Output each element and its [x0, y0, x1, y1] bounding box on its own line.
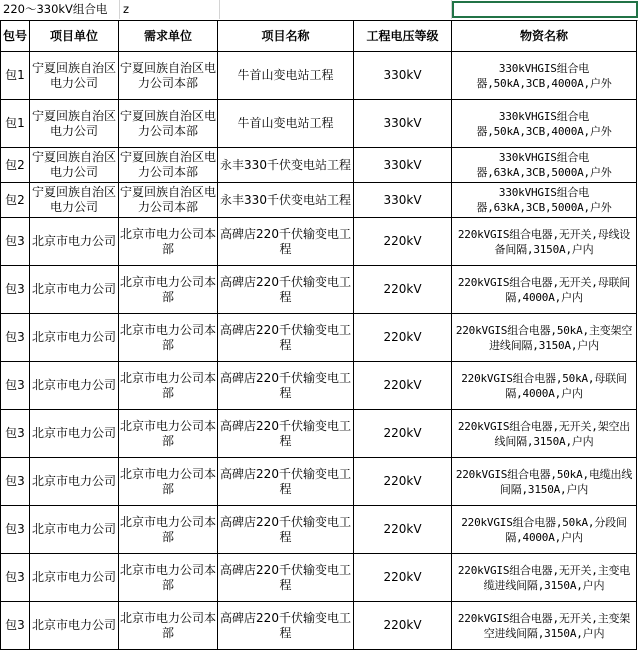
header-material-name[interactable]: 物资名称: [452, 21, 637, 52]
cell-package-no[interactable]: 包3: [1, 410, 30, 458]
cell-material-name[interactable]: 220kVGIS组合电器,无开关,主变架空进线间隔,3150A,户内: [452, 602, 637, 650]
cell-demand-unit[interactable]: 北京市电力公司本部: [119, 362, 218, 410]
cell-material-name[interactable]: 330kVHGIS组合电器,50kA,3CB,4000A,户外: [452, 100, 637, 148]
table-row: [1, 554, 637, 602]
materials-table: [0, 20, 637, 650]
cell-material-name[interactable]: 220kVGIS组合电器,50kA,电缆出线间隔,3150A,户内: [452, 458, 637, 506]
table-row: [1, 362, 637, 410]
cell-project-name[interactable]: 牛首山变电站工程: [218, 52, 354, 100]
cell-package-no[interactable]: 包3: [1, 266, 30, 314]
cell-project-unit[interactable]: 宁夏回族自治区电力公司: [30, 100, 119, 148]
cell-voltage-level[interactable]: 220kV: [354, 218, 452, 266]
formula-bar: [0, 0, 638, 21]
cell-material-name[interactable]: 220kVGIS组合电器,无开关,母线设备间隔,3150A,户内: [452, 218, 637, 266]
cell-demand-unit[interactable]: 北京市电力公司本部: [119, 602, 218, 650]
cell-project-unit[interactable]: 北京市电力公司: [30, 218, 119, 266]
cell-voltage-level[interactable]: 220kV: [354, 362, 452, 410]
cell-project-name[interactable]: 高碑店220千伏输变电工程: [218, 314, 354, 362]
cell-project-name[interactable]: 高碑店220千伏输变电工程: [218, 362, 354, 410]
cell-voltage-level[interactable]: 220kV: [354, 602, 452, 650]
cell-demand-unit[interactable]: 宁夏回族自治区电力公司本部: [119, 148, 218, 183]
cell-demand-unit[interactable]: 北京市电力公司本部: [119, 458, 218, 506]
cell-project-name[interactable]: 永丰330千伏变电站工程: [218, 183, 354, 218]
cell-demand-unit[interactable]: 北京市电力公司本部: [119, 266, 218, 314]
cell-project-unit[interactable]: 北京市电力公司: [30, 602, 119, 650]
cell-material-name[interactable]: 220kVGIS组合电器,50kA,母联间隔,4000A,户内: [452, 362, 637, 410]
cell-b[interactable]: z: [120, 0, 220, 19]
header-row: [1, 21, 637, 52]
cell-package-no[interactable]: 包3: [1, 506, 30, 554]
cell-package-no[interactable]: 包2: [1, 148, 30, 183]
cell-project-unit[interactable]: 北京市电力公司: [30, 458, 119, 506]
cell-project-unit[interactable]: 北京市电力公司: [30, 506, 119, 554]
table-row: [1, 410, 637, 458]
table-row: [1, 100, 637, 148]
cell-project-name[interactable]: 高碑店220千伏输变电工程: [218, 506, 354, 554]
table-row: [1, 314, 637, 362]
header-voltage-level[interactable]: 工程电压等级: [354, 21, 452, 52]
cell-material-name[interactable]: 330kVHGIS组合电器,50kA,3CB,4000A,户外: [452, 52, 637, 100]
cell-package-no[interactable]: 包3: [1, 218, 30, 266]
cell-package-no[interactable]: 包1: [1, 52, 30, 100]
cell-project-unit[interactable]: 北京市电力公司: [30, 266, 119, 314]
table-row: [1, 52, 637, 100]
table-row: [1, 602, 637, 650]
cell-demand-unit[interactable]: 北京市电力公司本部: [119, 314, 218, 362]
cell-voltage-level[interactable]: 220kV: [354, 554, 452, 602]
cell-material-name[interactable]: 220kVGIS组合电器,无开关,架空出线间隔,3150A,户内: [452, 410, 637, 458]
cell-material-name[interactable]: 330kVHGIS组合电器,63kA,3CB,5000A,户外: [452, 148, 637, 183]
cell-project-name[interactable]: 牛首山变电站工程: [218, 100, 354, 148]
cell-project-name[interactable]: 高碑店220千伏输变电工程: [218, 266, 354, 314]
cell-voltage-level[interactable]: 220kV: [354, 506, 452, 554]
cell-project-unit[interactable]: 北京市电力公司: [30, 314, 119, 362]
cell-package-no[interactable]: 包3: [1, 458, 30, 506]
cell-project-name[interactable]: 高碑店220千伏输变电工程: [218, 458, 354, 506]
header-project-name[interactable]: 项目名称: [218, 21, 354, 52]
table-row: [1, 148, 637, 183]
table-row: [1, 458, 637, 506]
cell-project-name[interactable]: 高碑店220千伏输变电工程: [218, 554, 354, 602]
cell-voltage-level[interactable]: 330kV: [354, 52, 452, 100]
cell-demand-unit[interactable]: 宁夏回族自治区电力公司本部: [119, 52, 218, 100]
name-cell[interactable]: 220～330kV组合电: [0, 0, 120, 19]
cell-material-name[interactable]: 220kVGIS组合电器,50kA,分段间隔,4000A,户内: [452, 506, 637, 554]
cell-material-name[interactable]: 220kVGIS组合电器,无开关,主变电缆进线间隔,3150A,户内: [452, 554, 637, 602]
cell-project-unit[interactable]: 宁夏回族自治区电力公司: [30, 148, 119, 183]
table-row: [1, 506, 637, 554]
cell-project-unit[interactable]: 宁夏回族自治区电力公司: [30, 183, 119, 218]
cell-material-name[interactable]: 330kVHGIS组合电器,63kA,3CB,5000A,户外: [452, 183, 637, 218]
table-row: [1, 183, 637, 218]
cell-voltage-level[interactable]: 330kV: [354, 148, 452, 183]
header-package-no[interactable]: 包号: [1, 21, 30, 52]
cell-voltage-level[interactable]: 220kV: [354, 266, 452, 314]
cell-project-name[interactable]: 高碑店220千伏输变电工程: [218, 410, 354, 458]
cell-package-no[interactable]: 包3: [1, 314, 30, 362]
cell-voltage-level[interactable]: 220kV: [354, 314, 452, 362]
selected-cell[interactable]: [452, 1, 638, 18]
cell-voltage-level[interactable]: 330kV: [354, 100, 452, 148]
cell-project-unit[interactable]: 北京市电力公司: [30, 410, 119, 458]
cell-voltage-level[interactable]: 220kV: [354, 458, 452, 506]
cell-package-no[interactable]: 包2: [1, 183, 30, 218]
cell-package-no[interactable]: 包3: [1, 602, 30, 650]
cell-demand-unit[interactable]: 北京市电力公司本部: [119, 410, 218, 458]
cell-voltage-level[interactable]: 330kV: [354, 183, 452, 218]
cell-c[interactable]: [220, 0, 452, 19]
cell-project-unit[interactable]: 北京市电力公司: [30, 362, 119, 410]
cell-demand-unit[interactable]: 北京市电力公司本部: [119, 218, 218, 266]
cell-package-no[interactable]: 包3: [1, 362, 30, 410]
header-demand-unit[interactable]: 需求单位: [119, 21, 218, 52]
cell-project-unit[interactable]: 北京市电力公司: [30, 554, 119, 602]
cell-demand-unit[interactable]: 宁夏回族自治区电力公司本部: [119, 183, 218, 218]
cell-material-name[interactable]: 220kVGIS组合电器,50kA,主变架空进线间隔,3150A,户内: [452, 314, 637, 362]
cell-package-no[interactable]: 包1: [1, 100, 30, 148]
cell-demand-unit[interactable]: 北京市电力公司本部: [119, 554, 218, 602]
header-project-unit[interactable]: 项目单位: [30, 21, 119, 52]
cell-project-name[interactable]: 高碑店220千伏输变电工程: [218, 218, 354, 266]
table-row: [1, 266, 637, 314]
cell-project-name[interactable]: 永丰330千伏变电站工程: [218, 148, 354, 183]
cell-demand-unit[interactable]: 北京市电力公司本部: [119, 506, 218, 554]
table-row: [1, 218, 637, 266]
cell-demand-unit[interactable]: 宁夏回族自治区电力公司本部: [119, 100, 218, 148]
cell-project-name[interactable]: 高碑店220千伏输变电工程: [218, 602, 354, 650]
cell-package-no[interactable]: 包3: [1, 554, 30, 602]
cell-voltage-level[interactable]: 220kV: [354, 410, 452, 458]
cell-project-unit[interactable]: 宁夏回族自治区电力公司: [30, 52, 119, 100]
cell-material-name[interactable]: 220kVGIS组合电器,无开关,母联间隔,4000A,户内: [452, 266, 637, 314]
